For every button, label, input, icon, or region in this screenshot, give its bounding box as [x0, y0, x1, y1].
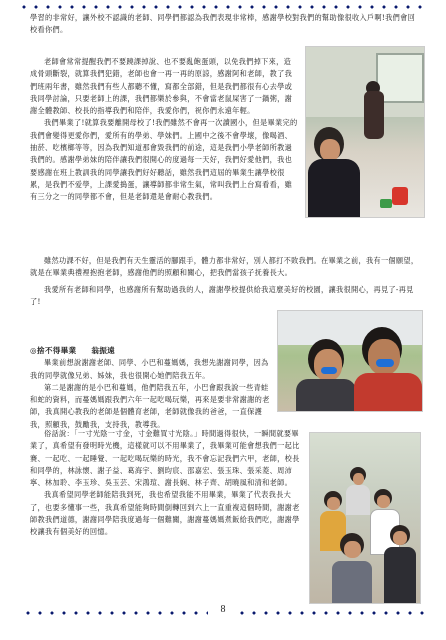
section-2 — [30, 345, 274, 431]
paragraph-thanks-teacher: 第二是謝謝的是小巴和蔓媽，他們陪我五年，小巴會跟我說一些青蛙和蛇的資料，而蔓媽媽跟我們六年一起吃喝玩樂，再來是要非常謝謝的老師，我真開心教我的老師是個體育老師，老師就像我的爸爸，一直保護我，照顧我，鼓勵我，支持我，教導我。 — [30, 382, 270, 429]
section-title: ◎捨不得畢業 — [30, 346, 77, 355]
boys-with-blue-mouthguards-photo — [277, 310, 423, 412]
paragraph-farewell: 我愛所有老師和同學，也感謝所有幫助過我的人，謝謝學校提供給我這麼美好的校園，讓我很開心，再見了-再見了! — [30, 284, 414, 306]
bottom-dotted-border-right — [236, 610, 426, 616]
text-column-1 — [30, 56, 298, 204]
top-paragraph-text: 學習的非常好，讓外校不認識的老師、同學們都認為我們表現非常棒，感謝學校對我們的幫助像很收入戶啊!我們會回校看你們。 — [30, 13, 416, 35]
top-dotted-border — [18, 4, 428, 10]
top-paragraph — [30, 12, 422, 37]
classroom-students-photo — [305, 46, 425, 218]
text-wide-1 — [30, 255, 422, 308]
text-column-3 — [30, 428, 304, 539]
paragraph-final-wish: 我真希望同學老師能陪我到死，我也希望我能不用畢業，畢業了代表我長大了，也要多懂事一些，我真希望能夠時間倒轉回到六上一直重複這個時間，謝謝老師教我們道德，謝謝同學陪我度過每一個難關，謝謝蔓媽媽煮飯給我們吃，謝謝學校讓我有個美好的回憶。 — [30, 490, 300, 537]
paragraph-time: 俗話說：「一寸光陰一寸金，寸金難買寸光陰。」時間過得很快，一瞬間就要畢業了，真希望有發明時光機，這樣就可以不用畢業了，我畢業可能會想我們一起比賽、一起吃、一起睡覺、一起吃喝玩樂的時光，我不會忘記我們六甲，老師，校長和同學的，林詠懷、謝子益、葛海宇、劉昀宸、邵嘉宏、張玉珠、張采菱、周沛寧、林加聆、李玉珍、吳玉芸、宋鴻瑄、謝長娴、林子齊、胡曉風和清和老師。 — [30, 429, 300, 488]
paragraph-thanks-classmates: 畢業前想說謝謝老師、同學、小巴和蔓媽媽，我想先謝謝同學，因為我的同學就像兄弟、姊妹，我也很開心她們陪我五年。 — [30, 358, 269, 380]
section-heading — [30, 345, 274, 357]
paragraph-teachers: 老師會常常提醒我們不要蹺課掉說、也不要亂飽蛋頭，以免我們掉下來，造成骨頭斷裂，就算我們犯錯，老師也會一再一再的原諒，感謝阿和老師，教了我們班兩年書，雖然我們有些人都聽不懂，寫都全部錯，但是我們都很有心去學或我同學討論，只要老師上的課，我們都樂於參與，不會當老鼠屎害了一鍋粥，謝謝全體教師、校長的指導我們和陪伴，我愛你們，祝你們永遠年輕。 — [30, 57, 293, 116]
paragraph-graduation: 我們畢業了!就算我要離開母校了!我們雖然不會再一次讀國小，但是畢業完的我們會變得更愛你們，愛所有的學弟、學妹們。上國中之後不會學壞，像喝酒、抽菸、吃檳榔等等，因為我們知道那會毀我們的前途，這是我們小學老師所教過我們的。感謝學弟妹的陪伴讓我們很開心的度過每一天好，我們好愛他們，我也要感謝在班上教訓我的同學讓我們好好聽話，雖然我們這屆的畢業生讓學校很累，是我們不爱學，上課愛搗蛋，讓導師都非常生氣，常叫我們上台寫看看，雖有三分之一的同學都不會，但是老師還是會耐心教我們。 — [30, 118, 298, 202]
bottom-dotted-border-left — [22, 610, 208, 616]
group-of-children-photo — [309, 432, 421, 604]
paragraph-wish: 雖然功課不好，但是我們有天生靈活的腳跟手，體力都非常好，別人都打不敗我們。在畢業之前，我有一個願望，就是在畢業典禮裡抱抱老師，感謝他們的照顧和關心，把我們當孩子抚養長大。 — [30, 256, 419, 278]
page-number: 8 — [220, 604, 226, 615]
section-author: 翁振遠 — [91, 346, 116, 355]
